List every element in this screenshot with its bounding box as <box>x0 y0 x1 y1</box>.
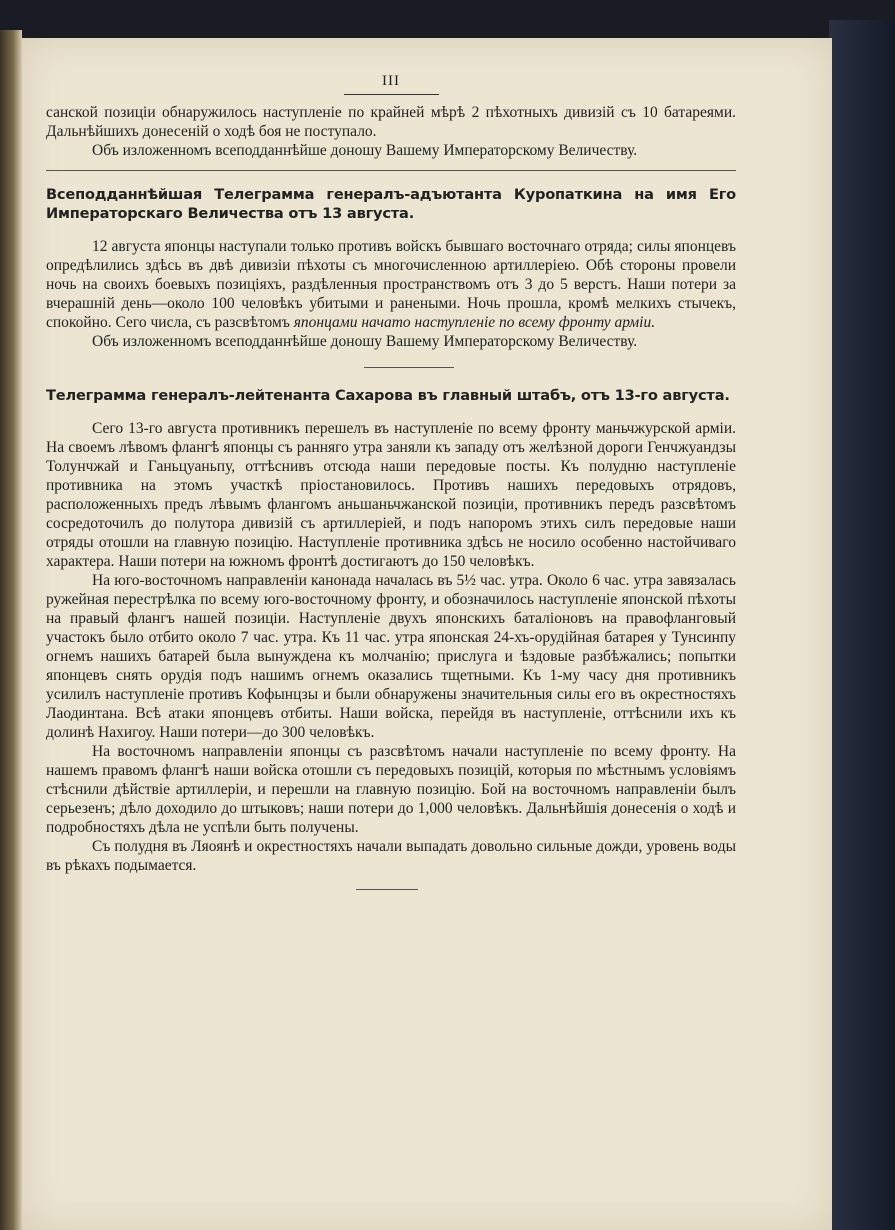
end-separator <box>356 889 418 890</box>
telegram-1-title: Всеподданнѣйшая Телеграмма генералъ-адъютанта Куропаткина на имя Его Императорскаго Величества отъ 13 августа. <box>46 186 736 222</box>
intro-section <box>46 103 736 160</box>
telegram-2 <box>46 386 736 875</box>
intro-closing: Объ изложенномъ всеподданнѣйше доношу Вашему Императорскому Величеству. <box>92 142 638 159</box>
book-cover-edge <box>829 20 895 1230</box>
telegram-2-title: Телеграмма генералъ-лейтенанта Сахарова въ главный штабъ, отъ 13-го августа. <box>46 387 730 404</box>
telegram-1-body <box>46 237 736 332</box>
telegram-2-paragraph-3: На восточномъ направленіи японцы съ разсвѣтомъ начали наступленіе по всему фронту. На нашемъ правомъ флангѣ наши войска отошли съ передовыхъ позицій, которыя по мѣстнымъ условіямъ стѣснили дѣйствіе артиллеріи, и перешли на главную позицію. Бой на восточномъ направленіи былъ серьезенъ; дѣло доходило до штыковъ; наши потери до 1,000 человѣкъ. Дальнѣйшія донесенія о ходѣ и подробностяхъ дѣла не успѣли быть получены. <box>46 743 736 836</box>
left-page-edge <box>0 30 22 1230</box>
section-divider <box>46 170 736 171</box>
telegram-1-body-italic: японцами начато наступленіе по всему фронту арміи. <box>293 314 656 331</box>
page-number: III <box>344 72 439 95</box>
telegram-1-closing: Объ изложенномъ всеподданнѣйше доношу Вашему Императорскому Величеству. <box>92 333 638 350</box>
telegram-1-body-text: 12 августа японцы наступали только противъ войскъ бывшаго восточнаго отряда; силы японцевъ опредѣлились здѣсь въ двѣ дивизіи пѣхоты съ многочисленною артиллеріею. Обѣ стороны провели ночь на своихъ боевыхъ позиціяхъ, раздѣленныя пространствомъ отъ 3 до 5 верстъ. Наши потери за вчерашній день—около 100 человѣкъ убитыми и ранеными. Ночь прошла, кромѣ мелкихъ стычекъ, спокойно. Сего числа, съ разсвѣтомъ <box>46 238 736 331</box>
book-page <box>22 38 832 1230</box>
telegram-1 <box>46 185 736 351</box>
telegram-2-paragraph-2: На юго-восточномъ направленіи канонада началась въ 5½ час. утра. Около 6 час. утра завязалась ружейная перестрѣлка по всему юго-восточному фронту, и обозначилось наступленіе японской пѣхоты на правый флангъ нашей позиціи. Наступленіе двухъ японскихъ баталіоновъ на правофланговый участокъ было отбито около 7 час. утра. Къ 11 час. утра японская 24-хъ-орудійная батарея у Тунсинпу огнемъ нашихъ батарей была вынуждена къ молчанію; прислуга и ѣздовые разбѣжались; попытки японцевъ снять орудія подъ нашимъ огнемъ оказались тщетными. Къ 1-му часу дня противникъ усилилъ наступленіе противъ Кофынцзы и были обнаружены значительныя силы его въ окрестностяхъ Лаодинтана. Всѣ атаки японцевъ отбиты. Наши войска, перейдя въ наступленіе, оттѣснили ихъ къ долинѣ Нахигоу. Наши потери—до 300 человѣкъ. <box>46 572 736 741</box>
intro-paragraph: санской позиціи обнаружилось наступленіе по крайней мѣрѣ 2 пѣхотныхъ дивизій съ 10 батареями. Дальнѣйшихъ донесеній о ходѣ боя не поступало. <box>46 104 736 140</box>
short-separator <box>364 367 454 368</box>
page-content <box>46 72 736 890</box>
telegram-2-paragraph-4: Съ полудня въ Ляоянѣ и окрестностяхъ начали выпадать довольно сильные дожди, уровень воды въ рѣкахъ подымается. <box>46 838 736 874</box>
telegram-2-paragraph-1: Сего 13-го августа противникъ перешелъ въ наступленіе по всему фронту маньчжурской арміи. На своемъ лѣвомъ флангѣ японцы съ ранняго утра заняли къ западу отъ желѣзной дороги Генчжуандзы Толунчжай и Ганьцуаньпу, оттѣснивъ отсюда наши передовые посты. Къ полудню наступленіе противника на этомъ участкѣ пріостановилось. Противъ нашихъ передовыхъ отрядовъ, расположенныхъ предъ лѣвымъ флангомъ аньшаньчжанской позиціи, противникъ передъ разсвѣтомъ сосредоточилъ до полутора дивизій съ артиллеріей, и подъ напоромъ этихъ силъ передовые наши отряды отошли на главную позицію. Наступленіе противника здѣсь не носило особенно настойчиваго характера. Наши потери на южномъ фронтѣ достигаютъ до 150 человѣкъ. <box>46 420 736 570</box>
